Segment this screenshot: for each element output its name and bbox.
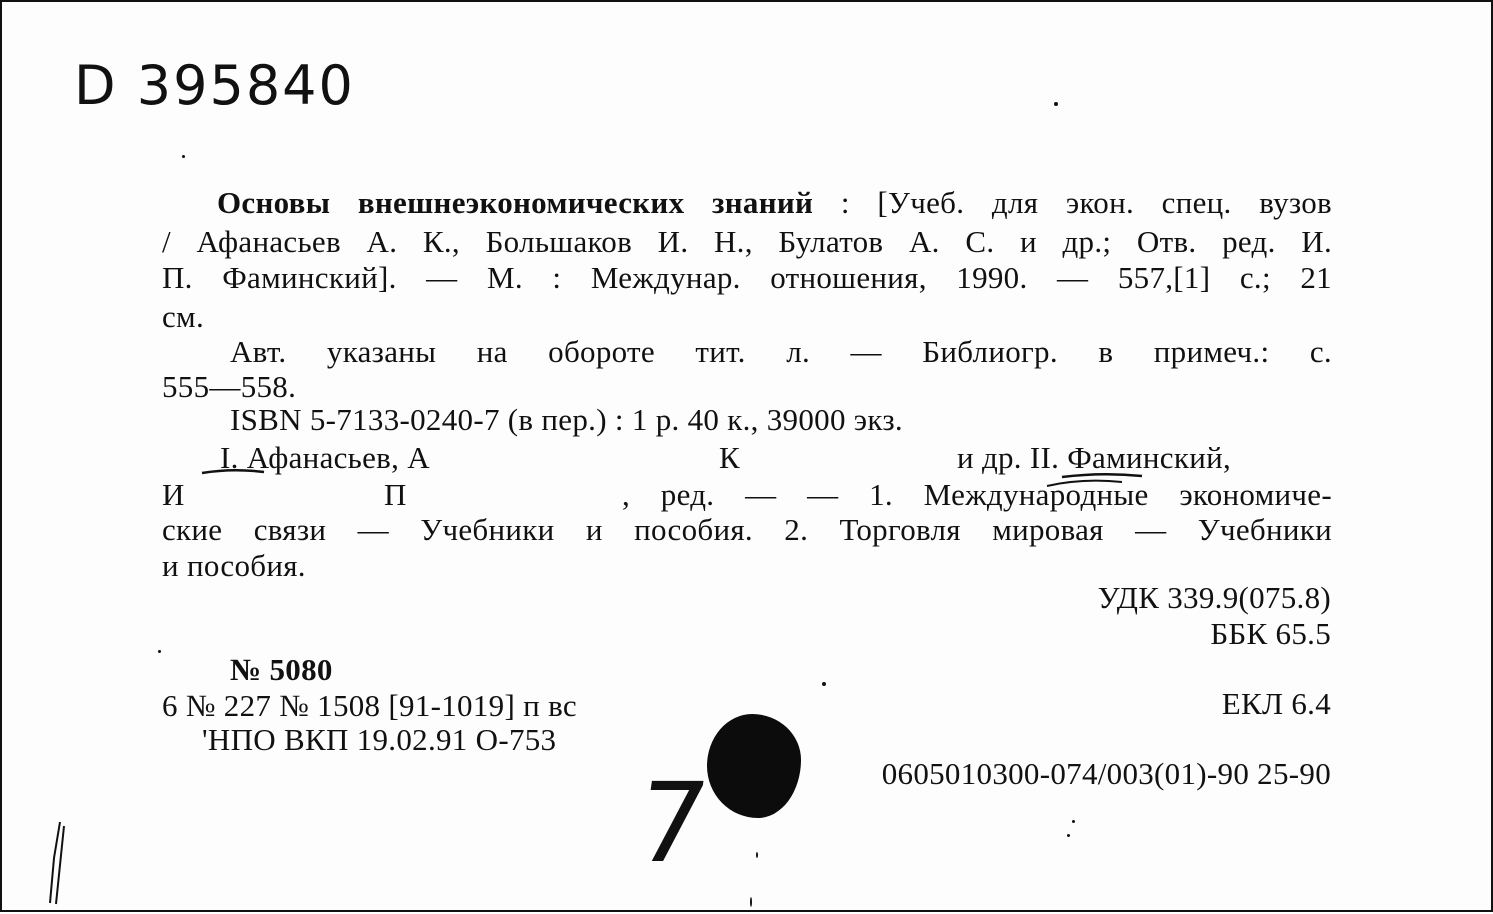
speck	[1067, 834, 1070, 837]
tracing-line-2c: , ред. — — 1. Международные экономиче-	[622, 477, 1332, 512]
entry-line-1-rest: : [Учеб. для экон. спец. вузов	[840, 185, 1332, 220]
entry-line-4: см.	[162, 299, 205, 334]
note-line-2: 555—558.	[162, 369, 297, 404]
service-line-2: 'НПО ВКП 19.02.91 О-753	[202, 722, 557, 757]
entry-line-3: П. Фаминский]. — М. : Междунар. отношения, 1990. — 557,[1] с.; 21	[162, 260, 1332, 295]
speck	[182, 155, 185, 158]
publication-code: 0605010300-074/003(01)-90 25-90	[881, 756, 1331, 791]
tracing-line-3: ские связи — Учебники и пособия. 2. Торговля мировая — Учебники	[162, 512, 1332, 547]
note-line-1: Авт. указаны на обороте тит. л. — Библиогр. в примеч.: с.	[230, 334, 1332, 369]
tracing-line-1a: I. Афанасьев, А	[220, 440, 430, 475]
tracing-line-4: и пособия.	[162, 548, 306, 583]
ink-blot	[707, 714, 801, 818]
card-number: № 5080	[230, 652, 333, 687]
bbk-index: ББК 65.5	[1210, 616, 1331, 651]
entry-line-1	[217, 185, 1332, 221]
speck	[756, 852, 758, 858]
tracing-line-2b: П	[384, 477, 407, 512]
service-line-1: 6 № 227 № 1508 [91-1019] п вс	[162, 688, 577, 723]
ekl-index: ЕКЛ 6.4	[1221, 686, 1331, 721]
speck	[1072, 820, 1075, 823]
tracing-line-1c: и др. II. Фаминский,	[957, 440, 1232, 475]
speck	[158, 650, 161, 653]
speck	[822, 682, 826, 686]
handwritten-seven: 7	[628, 759, 716, 887]
tracing-line-1b: К	[719, 440, 740, 475]
udk-index: УДК 339.9(075.8)	[1097, 580, 1331, 615]
tracing-line-2a: И	[162, 477, 185, 512]
isbn-line: ISBN 5-7133-0240-7 (в пер.) : 1 р. 40 к., 39000 экз.	[230, 402, 903, 437]
speck	[750, 897, 752, 907]
speck	[1054, 102, 1058, 106]
pencil-stroke-mark	[38, 818, 78, 908]
handwritten-accession-number: D 395840	[74, 54, 355, 117]
entry-line-2: / Афанасьев А. К., Большаков И. Н., Булатов А. С. и др.; Отв. ред. И.	[162, 224, 1332, 259]
book-title: Основы внешнеэкономических знаний	[217, 185, 814, 220]
